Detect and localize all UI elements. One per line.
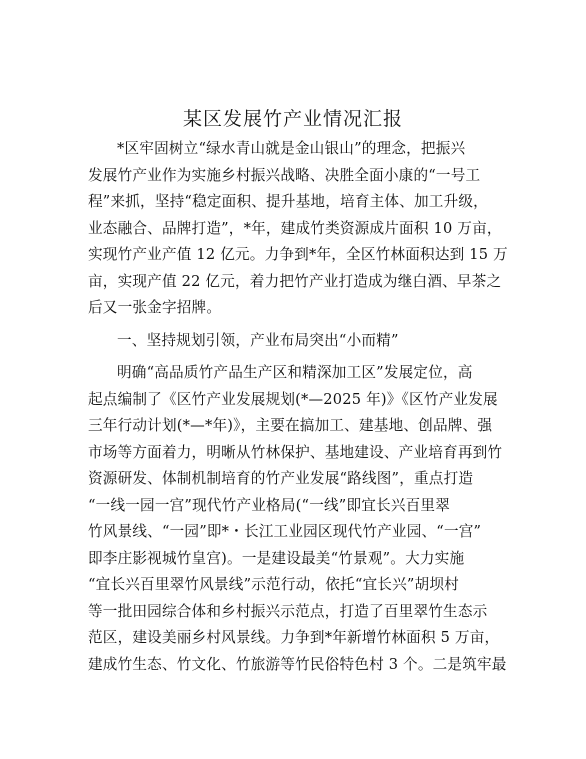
document-body	[88, 136, 508, 678]
body-line: 三年行动计划(*—*年)》，主要在搞加工、建基地、创品牌、强	[88, 417, 493, 434]
body-line: 后又一张金字招牌。	[88, 299, 222, 316]
body-line: 发展竹产业作为实施乡村振兴战略、决胜全面小康的“一号工	[88, 166, 481, 184]
body-line: 建成竹生态、竹文化、竹旅游等竹民俗特色村 3 个。二是筑牢最	[88, 655, 507, 673]
body-line: 起点编制了《区竹产业发展规划(*—2025 年)》《区竹产业发展	[88, 390, 498, 408]
body-line: 明确“高品质竹产品生产区和精深加工区”发展定位，高	[117, 364, 473, 381]
section-heading: 一、坚持规划引领，产业布局突出“小而精”	[117, 331, 399, 349]
body-line: 业态融合、品牌打造”，*年，建成竹类资源成片面积 10 万亩，	[88, 219, 502, 237]
body-line: 即李庄影视城竹皇宫)。一是建设最美“竹景观”。大力实施	[88, 549, 465, 567]
body-line: 竹风景线、“一园”即*・长江工业园区现代竹产业园、“一宫”	[88, 523, 482, 540]
body-line: *区牢固树立“绿水青山就是金山银山”的理念，把振兴	[117, 140, 466, 157]
body-line: 资源研发、体制机制培育的竹产业发展“路线图”，重点打造	[88, 470, 474, 487]
body-line: 市场等方面着力，明晰从竹林保护、基地建设、产业培育再到竹	[88, 443, 503, 461]
body-line: “宜长兴百里翠竹风景线”示范行动，依托“宜长兴”胡坝村	[88, 576, 459, 593]
body-line: 等一批田园综合体和乡村振兴示范点，打造了百里翠竹生态示	[88, 602, 488, 620]
body-line: 程”来抓，坚持“稳定面积、提升基地，培育主体、加工升级，	[88, 193, 488, 210]
document-title: 某区发展竹产业情况汇报	[182, 108, 403, 130]
body-line: 实现竹产业产值 12 亿元。力争到*年，全区竹林面积达到 15 万	[88, 246, 508, 263]
body-line: “一线一园一宫”现代竹产业格局(“一线”即宜长兴百里翠	[88, 496, 451, 514]
body-line: 亩，实现产值 22 亿元，着力把竹产业打造成为继白酒、早茶之	[88, 272, 502, 290]
body-line: 范区，建设美丽乡村风景线。力争到*年新增竹林面积 5 万亩，	[88, 629, 500, 646]
